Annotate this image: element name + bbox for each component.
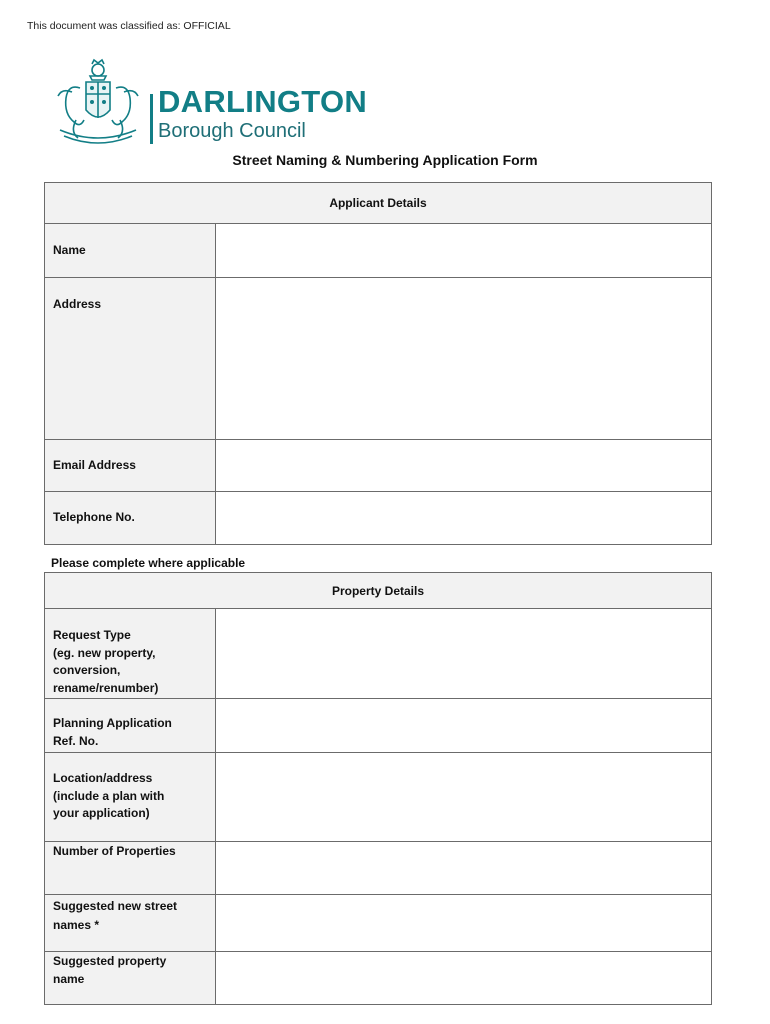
applicant-section-heading: Applicant Details [45, 183, 712, 224]
number-of-properties-field[interactable] [216, 842, 712, 895]
suggested-street-names-label-line: names * [53, 918, 100, 932]
council-logo [50, 58, 390, 148]
location-field[interactable] [216, 753, 712, 842]
classification-notice: This document was classified as: OFFICIAL [27, 20, 231, 32]
email-field[interactable] [216, 440, 712, 492]
address-label: Address [45, 278, 216, 440]
applicant-details-table [44, 182, 712, 545]
planning-ref-label [45, 699, 216, 753]
planning-ref-label-line: Ref. No. [53, 733, 99, 748]
suggested-property-name-label-line: name [53, 971, 85, 986]
location-label-line: Location/address [53, 771, 153, 785]
request-type-label [45, 609, 216, 699]
telephone-label: Telephone No. [45, 492, 216, 545]
number-of-properties-label [45, 842, 216, 895]
location-label-line: (include a plan with [53, 788, 165, 803]
applicability-note: Please complete where applicable [51, 556, 246, 570]
location-label [45, 753, 216, 842]
suggested-street-names-label-line: Suggested new street [53, 899, 178, 913]
name-field[interactable] [216, 224, 712, 278]
request-type-label-line: conversion, [53, 663, 121, 677]
planning-ref-label-line: Planning Application [53, 716, 172, 730]
request-type-label-line: Request Type [53, 628, 131, 642]
email-label: Email Address [45, 440, 216, 492]
suggested-street-names-label [45, 895, 216, 952]
request-type-field[interactable] [216, 609, 712, 699]
suggested-property-name-field[interactable] [216, 952, 712, 1005]
logo-divider [150, 94, 153, 144]
suggested-property-name-label-line: Suggested property [53, 954, 167, 968]
logo-name: DARLINGTON [158, 84, 368, 119]
request-type-label-line: (eg. new property, [53, 645, 156, 660]
form-title: Street Naming & Numbering Application Form [232, 152, 538, 168]
planning-ref-field[interactable] [216, 699, 712, 753]
request-type-label-line: rename/renumber) [53, 680, 159, 695]
suggested-property-name-label [45, 952, 216, 1005]
telephone-field[interactable] [216, 492, 712, 545]
location-label-line: your application) [53, 806, 150, 820]
address-field[interactable] [216, 278, 712, 440]
property-section-heading: Property Details [45, 573, 712, 609]
suggested-street-names-field[interactable] [216, 895, 712, 952]
coat-of-arms-icon [50, 58, 146, 146]
number-of-properties-label-line: Number of Properties [53, 844, 176, 858]
logo-subtitle: Borough Council [158, 120, 306, 142]
name-label: Name [45, 224, 216, 278]
property-details-table [44, 572, 712, 1005]
